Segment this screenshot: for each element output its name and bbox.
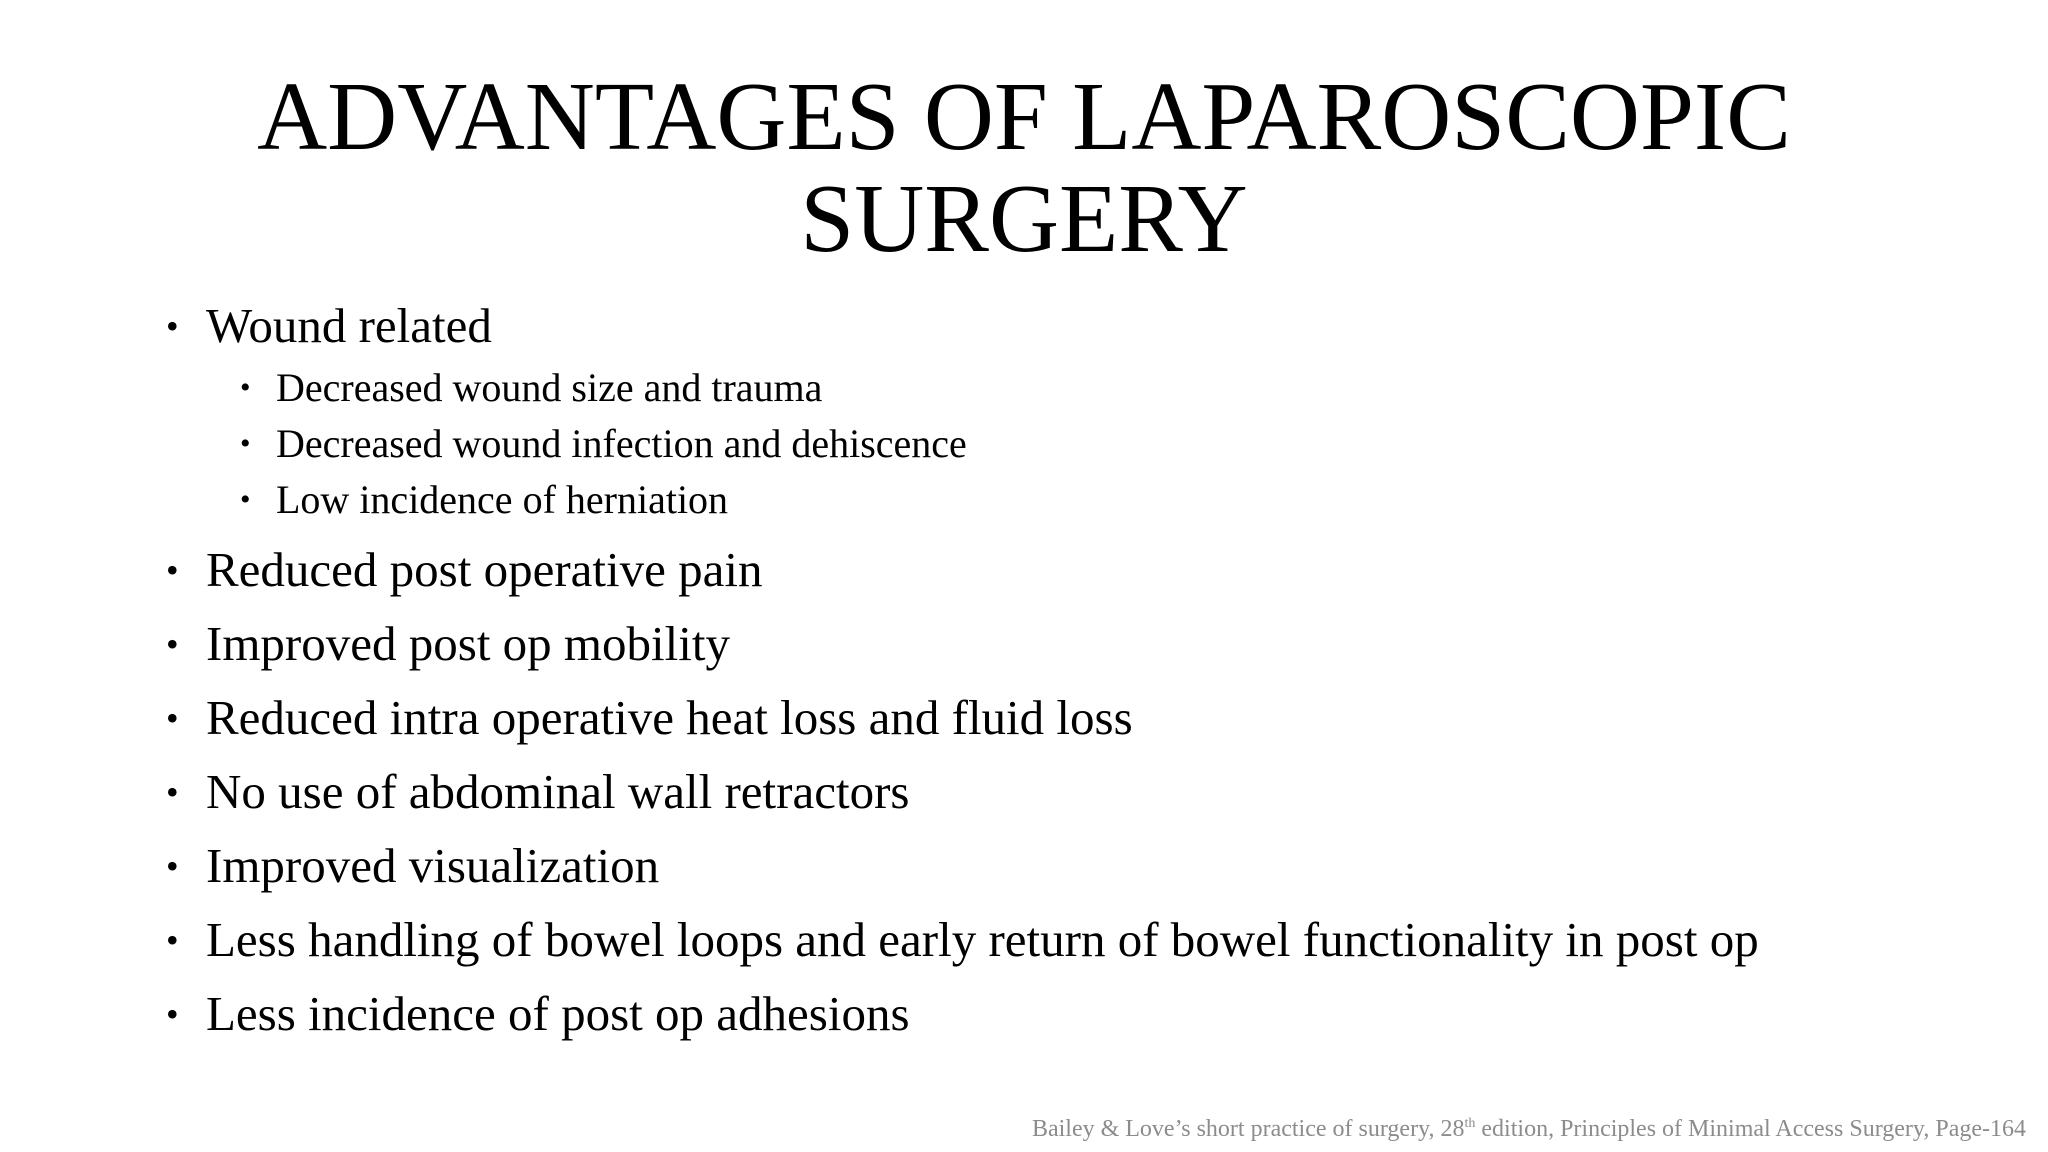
citation-superscript: th bbox=[1464, 1116, 1476, 1131]
slide-title-line-2: SURGERY bbox=[800, 165, 1248, 272]
bullet-no-retractors: No use of abdominal wall retractors bbox=[206, 764, 910, 819]
bullet-marker: • bbox=[166, 624, 179, 664]
sub-bullet-marker: • bbox=[240, 483, 251, 516]
citation-text-end: edition, Principles of Minimal Access Surgery, Page-164 bbox=[1475, 1116, 2026, 1142]
bullet-improved-mobility: Improved post op mobility bbox=[206, 616, 730, 671]
bullet-marker: • bbox=[166, 994, 179, 1034]
bullet-marker: • bbox=[166, 306, 179, 346]
sub-bullet-wound-size: Decreased wound size and trauma bbox=[276, 365, 823, 410]
bullet-marker: • bbox=[166, 920, 179, 960]
bullet-wound-related: Wound related bbox=[206, 298, 492, 353]
bullet-improved-visualization: Improved visualization bbox=[206, 838, 660, 893]
bullet-marker: • bbox=[166, 550, 179, 590]
bullet-adhesions: Less incidence of post op adhesions bbox=[206, 986, 910, 1041]
sub-bullet-marker: • bbox=[240, 427, 251, 460]
bullet-marker: • bbox=[166, 846, 179, 886]
citation-text-start: Bailey & Love’s short practice of surgery, 28 bbox=[1031, 1116, 1465, 1142]
bullet-reduced-pain: Reduced post operative pain bbox=[206, 542, 763, 597]
slide-title-line-1: ADVANTAGES OF LAPAROSCOPIC bbox=[257, 63, 1791, 170]
bullet-heat-fluid-loss: Reduced intra operative heat loss and fluid loss bbox=[206, 690, 1133, 745]
bullet-marker: • bbox=[166, 772, 179, 812]
bullet-bowel-handling: Less handling of bowel loops and early return of bowel functionality in post op bbox=[206, 912, 1759, 967]
citation-footer bbox=[1032, 1115, 2026, 1143]
bullet-marker: • bbox=[166, 698, 179, 738]
sub-bullet-wound-infection: Decreased wound infection and dehiscence bbox=[276, 421, 967, 466]
sub-bullet-herniation: Low incidence of herniation bbox=[276, 477, 729, 522]
sub-bullet-marker: • bbox=[240, 371, 251, 404]
